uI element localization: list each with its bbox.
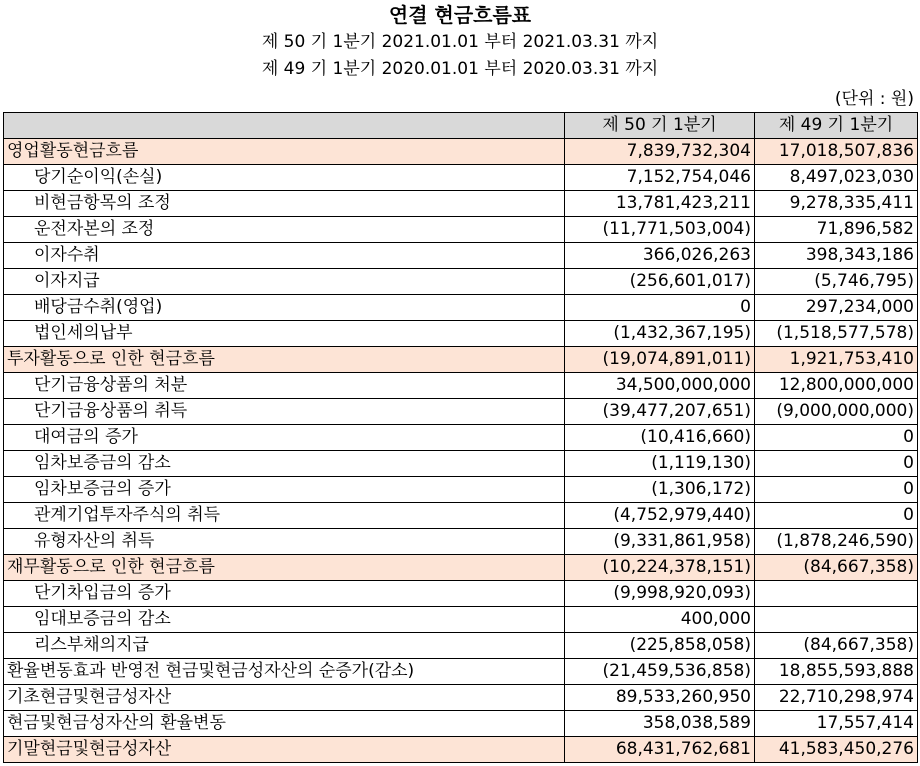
row-prior-value: (84,667,358) xyxy=(755,633,918,659)
table-row xyxy=(4,607,918,633)
row-label: 투자활동으로 인한 현금흐름 xyxy=(4,347,565,373)
row-current-value: (225,858,058) xyxy=(565,633,755,659)
table-row xyxy=(4,529,918,555)
row-prior-value: (9,000,000,000) xyxy=(755,399,918,425)
row-label: 단기금융상품의 취득 xyxy=(4,399,565,425)
row-current-value: 0 xyxy=(565,295,755,321)
table-row xyxy=(4,685,918,711)
row-current-value: (10,224,378,151) xyxy=(565,555,755,581)
header-row xyxy=(4,113,918,139)
row-current-value: (4,752,979,440) xyxy=(565,503,755,529)
row-prior-value: 398,343,186 xyxy=(755,243,918,269)
header-prior: 제 49 기 1분기 xyxy=(755,113,918,139)
row-label: 임차보증금의 감소 xyxy=(4,451,565,477)
row-label: 대여금의 증가 xyxy=(4,425,565,451)
table-row xyxy=(4,451,918,477)
row-current-value: 34,500,000,000 xyxy=(565,373,755,399)
row-prior-value: 71,896,582 xyxy=(755,217,918,243)
table-row xyxy=(4,165,918,191)
row-current-value: (19,074,891,011) xyxy=(565,347,755,373)
table-row xyxy=(4,711,918,737)
row-current-value: 358,038,589 xyxy=(565,711,755,737)
row-label: 환율변동효과 반영전 현금및현금성자산의 순증가(감소) xyxy=(4,659,565,685)
row-current-value: 400,000 xyxy=(565,607,755,633)
table-row xyxy=(4,347,918,373)
row-current-value: 7,839,732,304 xyxy=(565,139,755,165)
table-row xyxy=(4,581,918,607)
row-label: 영업활동현금흐름 xyxy=(4,139,565,165)
row-current-value: (21,459,536,858) xyxy=(565,659,755,685)
row-current-value: 13,781,423,211 xyxy=(565,191,755,217)
row-prior-value: 8,497,023,030 xyxy=(755,165,918,191)
row-prior-value: 41,583,450,276 xyxy=(755,737,918,763)
header-current: 제 50 기 1분기 xyxy=(565,113,755,139)
row-current-value: (11,771,503,004) xyxy=(565,217,755,243)
table-row xyxy=(4,243,918,269)
row-current-value: (1,119,130) xyxy=(565,451,755,477)
table-row xyxy=(4,269,918,295)
table-row xyxy=(4,295,918,321)
row-label: 재무활동으로 인한 현금흐름 xyxy=(4,555,565,581)
row-label: 임대보증금의 감소 xyxy=(4,607,565,633)
statement-title: 연결 현금흐름표 xyxy=(388,3,532,27)
row-current-value: 7,152,754,046 xyxy=(565,165,755,191)
row-label: 당기순이익(손실) xyxy=(4,165,565,191)
row-label: 비현금항목의 조정 xyxy=(4,191,565,217)
row-prior-value: 0 xyxy=(755,425,918,451)
row-prior-value: 9,278,335,411 xyxy=(755,191,918,217)
row-label: 임차보증금의 증가 xyxy=(4,477,565,503)
table-row xyxy=(4,425,918,451)
table-row xyxy=(4,217,918,243)
table-row xyxy=(4,555,918,581)
row-label: 법인세의납부 xyxy=(4,321,565,347)
row-label: 이자지급 xyxy=(4,269,565,295)
row-label: 리스부채의지급 xyxy=(4,633,565,659)
row-label: 운전자본의 조정 xyxy=(4,217,565,243)
table-row xyxy=(4,399,918,425)
table-row xyxy=(4,737,918,763)
row-prior-value: 0 xyxy=(755,477,918,503)
row-label: 기초현금및현금성자산 xyxy=(4,685,565,711)
row-label: 현금및현금성자산의 환율변동 xyxy=(4,711,565,737)
row-current-value: (1,432,367,195) xyxy=(565,321,755,347)
row-prior-value: 17,018,507,836 xyxy=(755,139,918,165)
row-label: 이자수취 xyxy=(4,243,565,269)
row-prior-value: 12,800,000,000 xyxy=(755,373,918,399)
row-current-value: 68,431,762,681 xyxy=(565,737,755,763)
row-current-value: (9,331,861,958) xyxy=(565,529,755,555)
header-item xyxy=(4,113,565,139)
table-row xyxy=(4,659,918,685)
row-current-value: (39,477,207,651) xyxy=(565,399,755,425)
row-prior-value xyxy=(755,581,918,607)
row-prior-value: (1,878,246,590) xyxy=(755,529,918,555)
row-prior-value: (84,667,358) xyxy=(755,555,918,581)
row-label: 관계기업투자주식의 취득 xyxy=(4,503,565,529)
row-prior-value: 22,710,298,974 xyxy=(755,685,918,711)
row-prior-value: 0 xyxy=(755,503,918,529)
table-row xyxy=(4,321,918,347)
period-current: 제 50 기 1분기 2021.01.01 부터 2021.03.31 까지 xyxy=(261,32,659,52)
row-label: 단기차입금의 증가 xyxy=(4,581,565,607)
row-prior-value: 17,557,414 xyxy=(755,711,918,737)
row-label: 배당금수취(영업) xyxy=(4,295,565,321)
row-prior-value: 1,921,753,410 xyxy=(755,347,918,373)
row-current-value: (256,601,017) xyxy=(565,269,755,295)
row-prior-value: 18,855,593,888 xyxy=(755,659,918,685)
table-row xyxy=(4,503,918,529)
cash-flow-table xyxy=(3,112,918,763)
period-prior: 제 49 기 1분기 2020.01.01 부터 2020.03.31 까지 xyxy=(261,59,659,79)
row-current-value: (10,416,660) xyxy=(565,425,755,451)
row-current-value: 89,533,260,950 xyxy=(565,685,755,711)
unit-label: (단위 : 원) xyxy=(834,89,914,109)
row-prior-value: (5,746,795) xyxy=(755,269,918,295)
row-current-value: (1,306,172) xyxy=(565,477,755,503)
table-row xyxy=(4,477,918,503)
row-label: 기말현금및현금성자산 xyxy=(4,737,565,763)
row-prior-value: 0 xyxy=(755,451,918,477)
table-row xyxy=(4,373,918,399)
table-row xyxy=(4,139,918,165)
row-prior-value: 297,234,000 xyxy=(755,295,918,321)
table-row xyxy=(4,191,918,217)
row-label: 유형자산의 취득 xyxy=(4,529,565,555)
row-prior-value xyxy=(755,607,918,633)
row-label: 단기금융상품의 처분 xyxy=(4,373,565,399)
row-current-value: (9,998,920,093) xyxy=(565,581,755,607)
table-row xyxy=(4,633,918,659)
row-prior-value: (1,518,577,578) xyxy=(755,321,918,347)
row-current-value: 366,026,263 xyxy=(565,243,755,269)
